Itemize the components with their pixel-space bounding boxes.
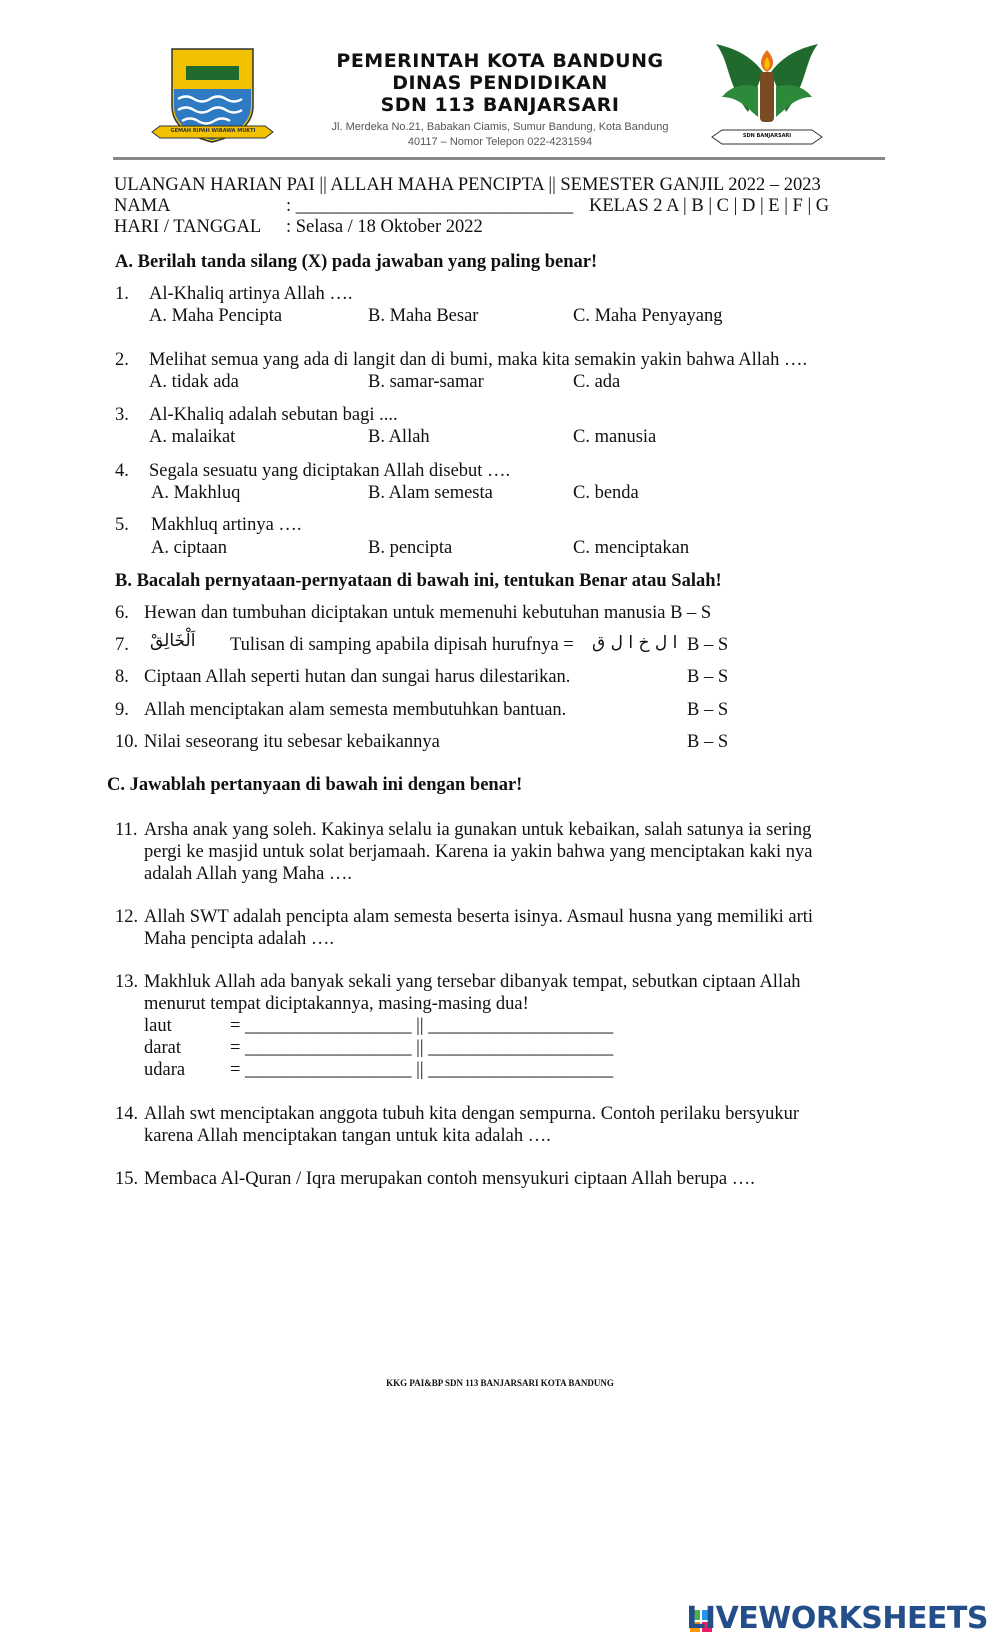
q3-text: Al-Khaliq adalah sebutan bagi .... [149,405,398,425]
q10-number: 10. [115,732,139,752]
q7-arabic-letters: ا ل خ ا ل ق [592,633,678,653]
q10-text: Nilai seseorang itu sebesar kebaikannya [144,732,440,752]
q9-true-false[interactable]: B – S [687,700,729,720]
q5-option-b[interactable]: B. pencipta [368,538,453,558]
q6-text[interactable]: Hewan dan tumbuhan diciptakan untuk memenuhi kebutuhan manusia B – S [144,603,712,623]
q8-true-false[interactable]: B – S [687,667,729,687]
q4-number: 4. [115,461,129,481]
q11-line3[interactable]: adalah Allah yang Maha …. [144,864,353,884]
q4-option-c[interactable]: C. benda [573,483,639,503]
q8-text: Ciptaan Allah seperti hutan dan sungai harus dilestarikan. [144,667,571,687]
header-school-name: SDN 113 BANJARSARI [380,94,620,116]
bandung-city-emblem [150,44,275,149]
q13-label-udara: udara [144,1060,186,1080]
q3-option-c[interactable]: C. manusia [573,427,657,447]
q1-option-c[interactable]: C. Maha Penyayang [573,306,723,326]
q1-number: 1. [115,284,129,304]
exam-title: ULANGAN HARIAN PAI || ALLAH MAHA PENCIPTA || SEMESTER GANJIL 2022 – 2023 [114,175,821,195]
q13-number: 13. [115,972,139,992]
q5-option-a[interactable]: A. ciptaan [151,538,228,558]
q4-text: Segala sesuatu yang diciptakan Allah disebut …. [149,461,511,481]
q14-number: 14. [115,1104,139,1124]
q13-answer-udara[interactable]: = __________________ || ____________________ [230,1060,614,1080]
q1-option-b[interactable]: B. Maha Besar [368,306,479,326]
q7-number: 7. [115,635,129,655]
q13-answer-laut[interactable]: = __________________ || ____________________ [230,1016,614,1036]
date-value: : Selasa / 18 Oktober 2022 [286,217,483,237]
header-government: PEMERINTAH KOTA BANDUNG [336,50,664,72]
header-department: DINAS PENDIDIKAN [392,72,608,94]
school-emblem-banner: SDN BANJARSARI [742,133,792,139]
header-divider [113,157,885,160]
class-options: KELAS 2 A | B | C | D | E | F | G [589,196,830,216]
q2-option-a[interactable]: A. tidak ada [149,372,239,392]
q13-label-darat: darat [144,1038,181,1058]
q2-option-c[interactable]: C. ada [573,372,621,392]
q2-option-b[interactable]: B. samar-samar [368,372,484,392]
q8-number: 8. [115,667,129,687]
q5-text: Makhluq artinya …. [151,515,302,535]
section-b-heading: B. Bacalah pernyataan-pernyataan di bawah ini, tentukan Benar atau Salah! [115,571,722,591]
q5-option-c[interactable]: C. menciptakan [573,538,690,558]
q11-line1: Arsha anak yang soleh. Kakinya selalu ia gunakan untuk kebaikan, salah satunya ia sering [144,820,812,840]
q11-line2: pergi ke masjid untuk solat berjamaah. Karena ia yakin bahwa yang menciptakan kaki nya [144,842,813,862]
q12-line1: Allah SWT adalah pencipta alam semesta beserta isinya. Asmaul husna yang memiliki arti [144,907,814,927]
header-address: Jl. Merdeka No.21, Babakan Ciamis, Sumur Bandung, Kota Bandung [331,121,669,133]
header-phone: 40117 – Nomor Telepon 022-4231594 [407,136,593,148]
q15-number: 15. [115,1169,139,1189]
liveworksheets-brand[interactable]: LIVEWORKSHEETS [686,1601,988,1636]
section-a-heading: A. Berilah tanda silang (X) pada jawaban yang paling benar! [115,252,598,272]
q2-text: Melihat semua yang ada di langit dan di bumi, maka kita semakin yakin bahwa Allah …. [149,350,808,370]
name-field[interactable]: : ______________________________ [286,196,574,216]
q2-number: 2. [115,350,129,370]
section-c-heading: C. Jawablah pertanyaan di bawah ini dengan benar! [107,775,523,795]
name-label: NAMA [114,196,171,216]
q3-number: 3. [115,405,129,425]
q6-number: 6. [115,603,129,623]
q12-line2[interactable]: Maha pencipta adalah …. [144,929,335,949]
page-footer: KKG PAI&BP SDN 113 BANJARSARI KOTA BANDUNG [386,1378,614,1388]
q14-line2[interactable]: karena Allah menciptakan tangan untuk kita adalah …. [144,1126,551,1146]
q14-line1: Allah swt menciptakan anggota tubuh kita dengan sempurna. Contoh perilaku bersyukur [144,1104,800,1124]
q3-option-b[interactable]: B. Allah [368,427,430,447]
q7-arabic-word: اَلْخَالِقْ [150,631,196,651]
q12-number: 12. [115,907,139,927]
q9-text: Allah menciptakan alam semesta membutuhkan bantuan. [144,700,567,720]
q1-option-a[interactable]: A. Maha Pencipta [149,306,283,326]
q13-label-laut: laut [144,1016,172,1036]
q3-option-a[interactable]: A. malaikat [149,427,236,447]
q5-number: 5. [115,515,129,535]
school-emblem [708,42,826,150]
q9-number: 9. [115,700,129,720]
q4-option-a[interactable]: A. Makhluq [151,483,241,503]
q4-option-b[interactable]: B. Alam semesta [368,483,493,503]
q1-text: Al-Khaliq artinya Allah …. [149,284,353,304]
q11-number: 11. [115,820,138,840]
q7-text: Tulisan di samping apabila dipisah hurufnya = [230,635,574,655]
q13-answer-darat[interactable]: = __________________ || ____________________ [230,1038,614,1058]
q13-line2: menurut tempat diciptakannya, masing-masing dua! [144,994,529,1014]
date-label: HARI / TANGGAL [114,217,262,237]
emblem-motto-banner: GEMAH RIPAH WIBAWA MUKTI [170,128,256,134]
q10-true-false[interactable]: B – S [687,732,729,752]
q7-true-false[interactable]: B – S [687,635,729,655]
q15-line1[interactable]: Membaca Al-Quran / Iqra merupakan contoh mensyukuri ciptaan Allah berupa …. [144,1169,755,1189]
q13-line1: Makhluk Allah ada banyak sekali yang tersebar dibanyak tempat, sebutkan ciptaan Allah [144,972,801,992]
